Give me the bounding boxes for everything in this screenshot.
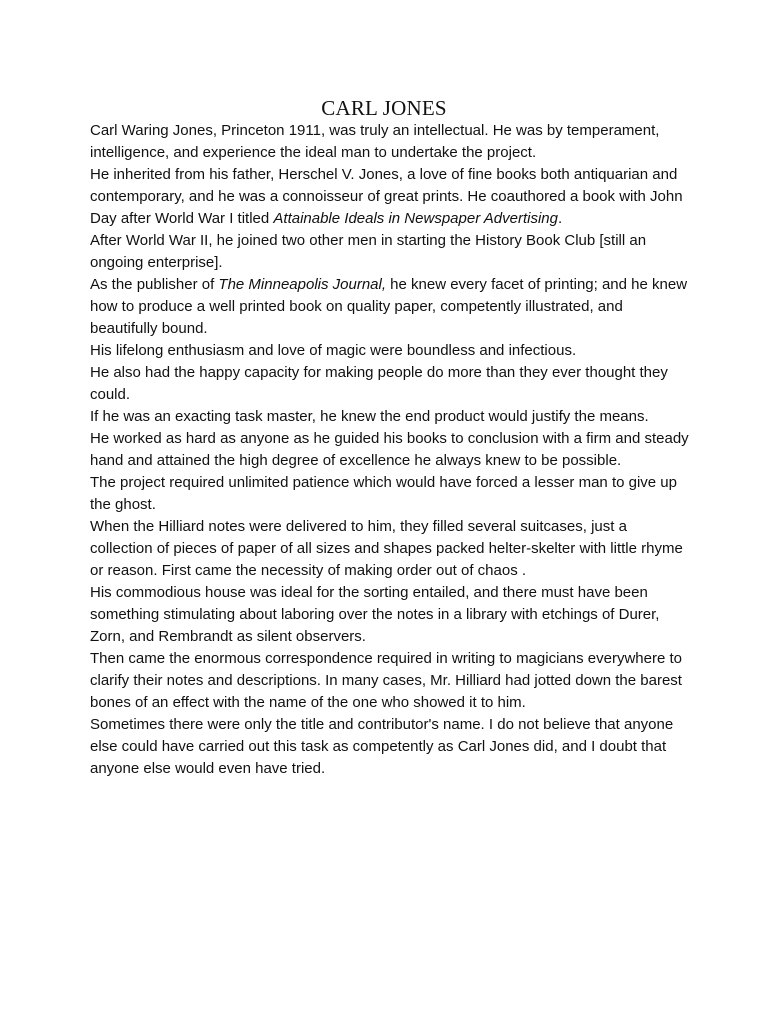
document-body	[90, 120, 690, 780]
paragraph-6: He also had the happy capacity for making people do more than they ever thought they could.	[90, 364, 668, 403]
paragraph-5: His lifelong enthusiasm and love of magic were boundless and infectious.	[90, 342, 577, 359]
paragraph-4-rest: he knew every facet of printing; and he knew how to produce a well printed book on quality paper, competently illustrated, and beautifully bound.	[90, 276, 688, 337]
paragraph-3: After World War II, he joined two other men in starting the History Book Club [still an ongoing enterprise].	[90, 232, 647, 271]
paragraph-9: The project required unlimited patience which would have forced a lesser man to give up the ghost.	[90, 474, 677, 513]
paragraph-11: His commodious house was ideal for the sorting entailed, and there must have been something stimulating about laboring over the notes in a library with etchings of Durer, Zorn, and Rembrandt as silent observers.	[90, 584, 660, 645]
paragraph-2	[90, 164, 690, 230]
paragraph-7: If he was an exacting task master, he knew the end product would justify the means.	[90, 408, 649, 425]
paragraph-12: Then came the enormous correspondence required in writing to magicians everywhere to clarify their notes and descriptions. In many cases, Mr. Hilliard had jotted down the barest bones of an effect with the name of the one who showed it to him.	[90, 650, 682, 711]
page-title: CARL JONES	[321, 96, 447, 120]
book-title-attainable-ideals: Attainable Ideals in Newspaper Advertising	[273, 210, 558, 227]
paragraph-13: Sometimes there were only the title and contributor's name. I do not believe that anyone else could have carried out this task as competently as Carl Jones did, and I doubt that anyone else would even have tried.	[90, 716, 674, 777]
newspaper-title-minneapolis-journal: The Minneapolis Journal,	[218, 276, 387, 293]
paragraph-4-text: As the publisher of	[90, 276, 219, 293]
paragraph-1: Carl Waring Jones, Princeton 1911, was truly an intellectual. He was by temperament, intelligence, and experience the ideal man to undertake the project.	[90, 122, 660, 161]
paragraph-10: When the Hilliard notes were delivered to him, they filled several suitcases, just a collection of pieces of paper of all sizes and shapes packed helter-skelter with little rhyme or reason. First came the necessity of making order out of chaos .	[90, 518, 683, 579]
paragraph-2-end: .	[558, 210, 563, 227]
paragraph-4	[90, 274, 690, 340]
paragraph-8: He worked as hard as anyone as he guided his books to conclusion with a firm and steady hand and attained the high degree of excellence he always knew to be possible.	[90, 430, 689, 469]
paragraph-2-text: He inherited from his father, Herschel V. Jones, a love of fine books both antiquarian and contemporary, and he was a connoisseur of great prints. He coauthored a book with John Day after World War I titled	[90, 166, 683, 227]
